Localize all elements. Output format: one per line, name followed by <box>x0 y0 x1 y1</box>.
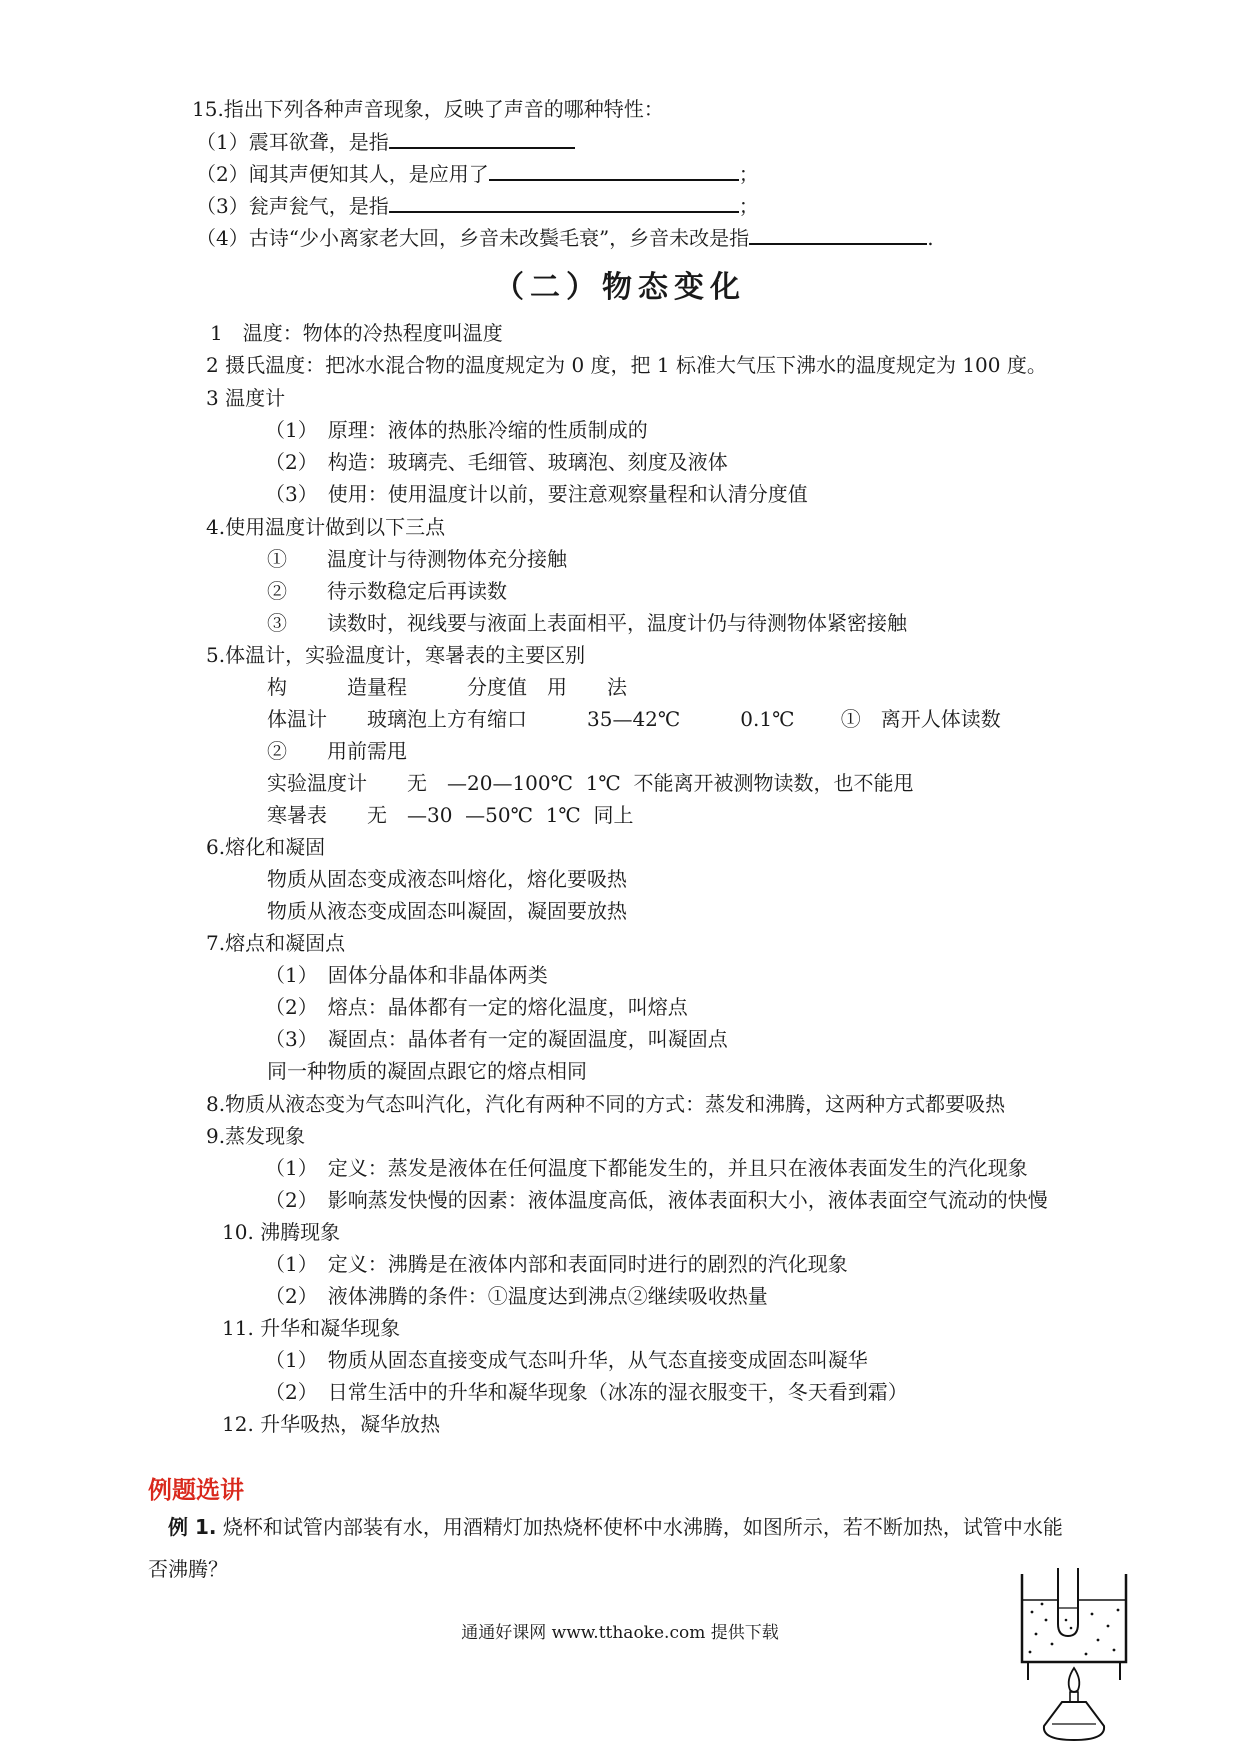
text-line: 9.蒸发现象 <box>206 1124 306 1148</box>
text-line: ③ 读数时，视线要与液面上表面相平，温度计仍与待测物体紧密接触 <box>267 611 907 635</box>
table-header: 构 造量程 分度值 用 法 <box>267 675 627 699</box>
text-line: （2） 日常生活中的升华和凝华现象（冰冻的湿衣服变干，冬天看到霜） <box>265 1380 908 1404</box>
text-line: 5.体温计，实验温度计，寒暑表的主要区别 <box>206 643 586 667</box>
answer-blank[interactable] <box>389 191 739 213</box>
text-line: 12. 升华吸热，凝华放热 <box>222 1412 441 1436</box>
text-line: （2） 影响蒸发快慢的因素：液体温度高低，液体表面积大小，液体表面空气流动的快慢 <box>265 1188 1048 1212</box>
text-line: ① 温度计与待测物体充分接触 <box>267 547 567 571</box>
example-1-label: 例 1. <box>168 1515 217 1539</box>
text-line: （3） 凝固点：晶体者有一定的凝固温度，叫凝固点 <box>265 1027 728 1051</box>
text-line: （1） 物质从固态直接变成气态叫升华，从气态直接变成固态叫凝华 <box>265 1348 868 1372</box>
text-line: （1） 固体分晶体和非晶体两类 <box>265 963 548 987</box>
text-line: （2） 构造：玻璃壳、毛细管、玻璃泡、刻度及液体 <box>265 450 728 474</box>
text-line: 10. 沸腾现象 <box>222 1220 341 1244</box>
text-line: （3） 使用：使用温度计以前，要注意观察量程和认清分度值 <box>265 482 808 506</box>
text-line: （2） 液体沸腾的条件：①温度达到沸点②继续吸收热量 <box>265 1284 768 1308</box>
text-line: 同一种物质的凝固点跟它的熔点相同 <box>267 1059 587 1083</box>
question-15-title: 15.指出下列各种声音现象，反映了声音的哪种特性： <box>192 97 664 121</box>
text-line: 8.物质从液态变为气态叫汽化，汽化有两种不同的方式：蒸发和沸腾，这两种方式都要吸热 <box>206 1092 1006 1116</box>
text-line: ② 待示数稳定后再读数 <box>267 579 507 603</box>
text-line: （2） 熔点：晶体都有一定的熔化温度，叫熔点 <box>265 995 688 1019</box>
example-1-line-2: 否沸腾？ <box>148 1557 228 1581</box>
text-line: 1 温度：物体的冷热程度叫温度 <box>210 321 503 345</box>
question-15-item-3: （3）瓮声瓮气，是指 ； <box>196 191 759 219</box>
example-1-line-1: 例 1. 烧杯和试管内部装有水，用酒精灯加热烧杯使杯中水沸腾，如图所示，若不断加热，试管中水能 <box>168 1515 1063 1539</box>
section-title: （二）物态变化 <box>494 270 746 305</box>
answer-blank[interactable] <box>489 159 739 181</box>
question-15-item-2: （2）闻其声便知其人，是应用了 ； <box>196 159 759 187</box>
text-line: 4.使用温度计做到以下三点 <box>206 515 446 539</box>
text-line: （1） 定义：蒸发是液体在任何温度下都能发生的，并且只在液体表面发生的汽化现象 <box>265 1156 1028 1180</box>
answer-blank[interactable] <box>749 223 927 245</box>
table-row: 体温计 玻璃泡上方有缩口 35—42℃ 0.1℃ ① 离开人体读数 <box>267 707 1001 731</box>
text-line: 2 摄氏温度：把冰水混合物的温度规定为 0 度，把 1 标准大气压下沸水的温度规定为 100 度。 <box>206 353 1047 377</box>
text-line: （1） 定义：沸腾是在液体内部和表面同时进行的剧烈的汽化现象 <box>265 1252 848 1276</box>
text-line: 3 温度计 <box>206 386 286 410</box>
table-row: 实验温度计 无 —20—100℃ 1℃ 不能离开被测物读数，也不能甩 <box>267 771 914 795</box>
question-15-item-1: （1）震耳欲聋，是指 <box>196 127 575 155</box>
table-row: 寒暑表 无 —30 —50℃ 1℃ 同上 <box>267 803 634 827</box>
text-line: 物质从液态变成固态叫凝固，凝固要放热 <box>267 899 627 923</box>
beaker-test-tube-figure <box>1014 1568 1140 1744</box>
footer-credit: 通通好课网 www.tthaoke.com 提供下载 <box>461 1623 779 1643</box>
answer-blank[interactable] <box>389 127 575 149</box>
text-line: 11. 升华和凝华现象 <box>222 1316 401 1340</box>
text-line: 6.熔化和凝固 <box>206 835 326 859</box>
text-line: 物质从固态变成液态叫熔化，熔化要吸热 <box>267 867 627 891</box>
table-row: ② 用前需甩 <box>267 739 407 763</box>
examples-heading: 例题选讲 <box>148 1476 244 1504</box>
text-line: （1） 原理：液体的热胀冷缩的性质制成的 <box>265 418 648 442</box>
text-line: 7.熔点和凝固点 <box>206 931 346 955</box>
question-15-item-4: （4）古诗“少小离家老大回，乡音未改鬓毛衰”，乡音未改是指 . <box>196 223 934 251</box>
